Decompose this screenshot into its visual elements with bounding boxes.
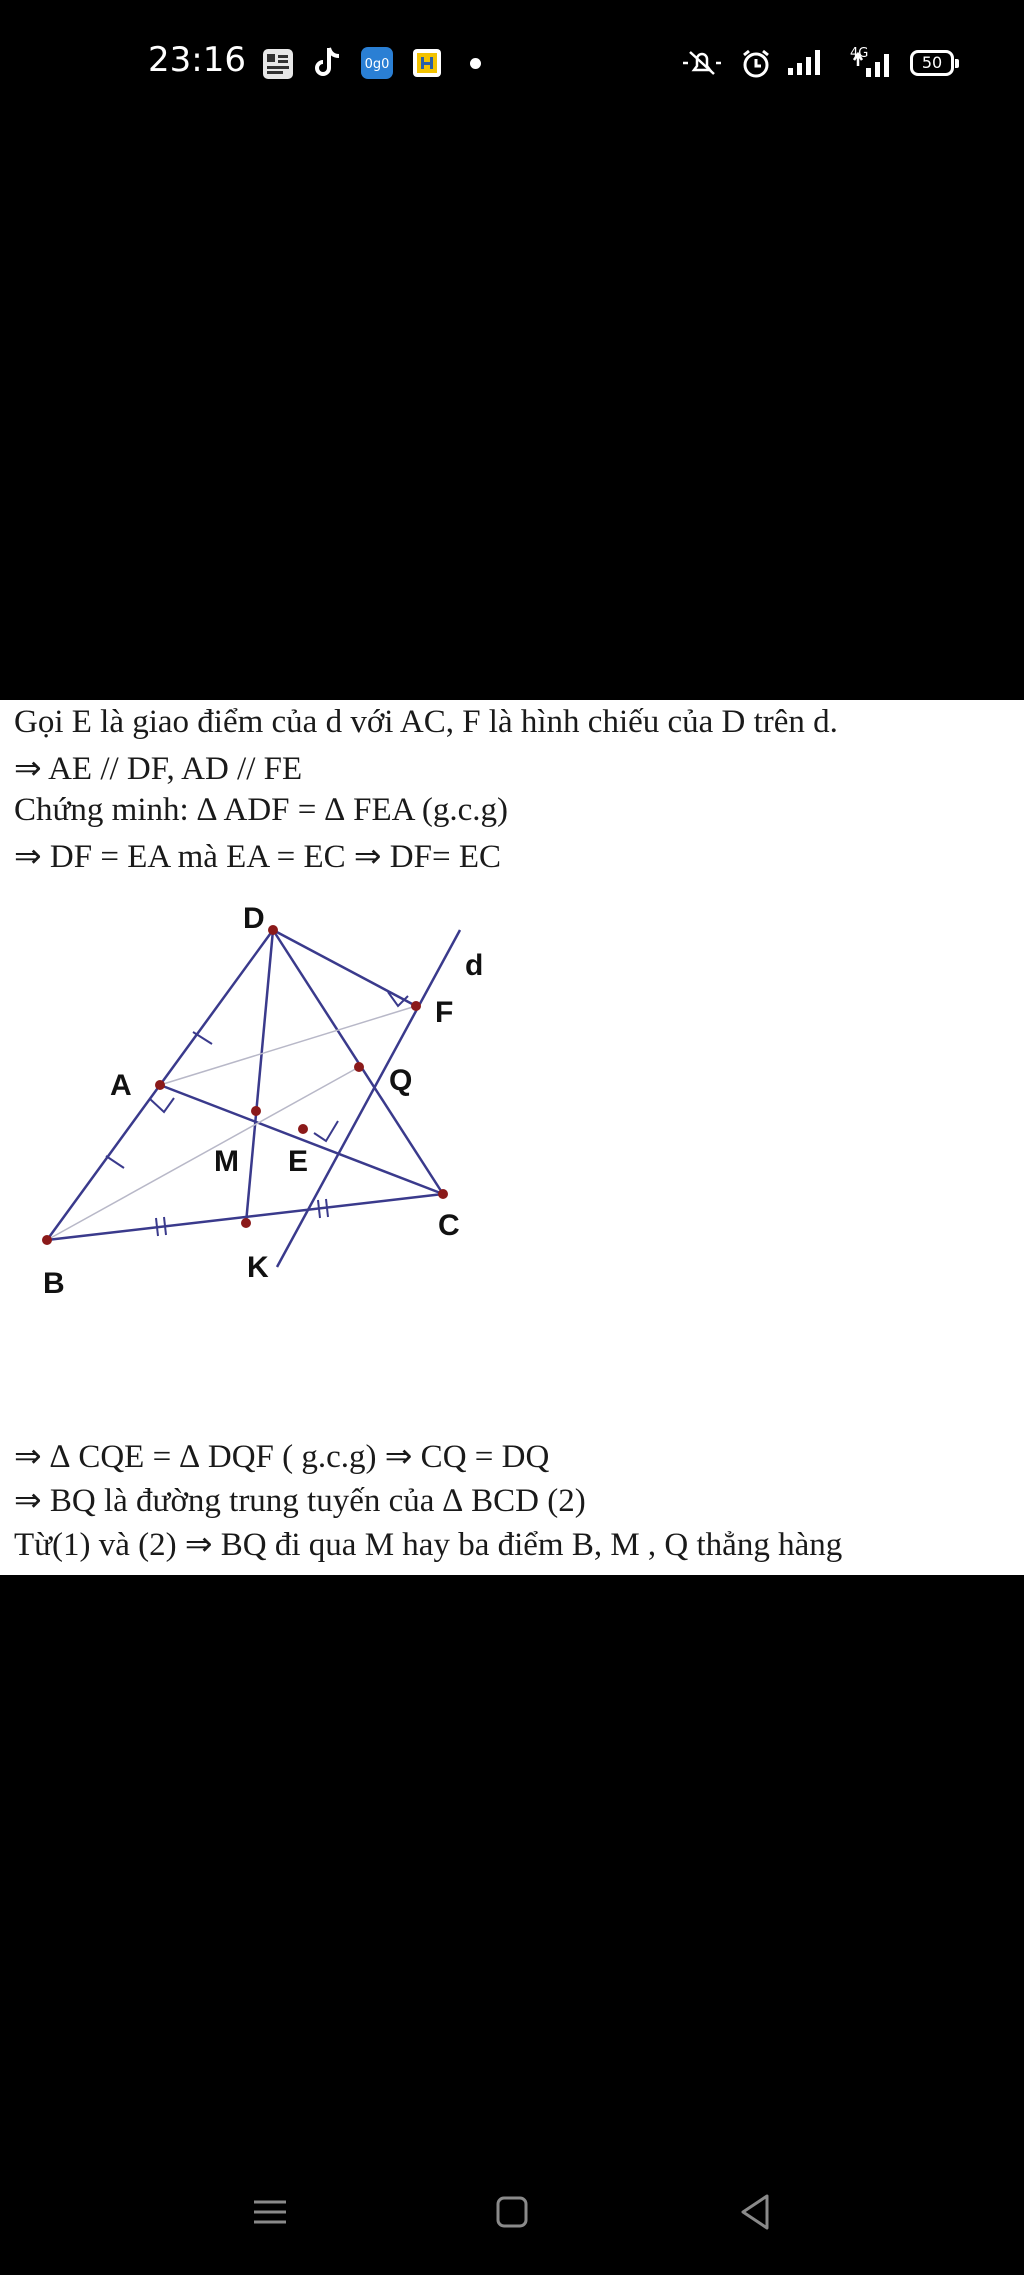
tick-bk-2 xyxy=(164,1217,166,1235)
right-angle-a xyxy=(150,1098,174,1112)
segment-dk xyxy=(246,930,273,1223)
label-line-d: d xyxy=(465,949,484,982)
qr-app-icon xyxy=(262,48,294,80)
point-k xyxy=(241,1218,251,1228)
tick-ab xyxy=(106,1156,124,1168)
label-b: B xyxy=(43,1267,65,1300)
navigation-bar xyxy=(0,2170,1024,2255)
text-line-4: ⇒ DF = EA mà EA = EC ⇒ DF= EC xyxy=(14,839,501,875)
notification-dot xyxy=(470,58,481,69)
point-f xyxy=(411,1001,421,1011)
chat-app-icon xyxy=(360,46,394,80)
home-icon[interactable] xyxy=(484,2184,540,2240)
tick-bk-1 xyxy=(156,1218,158,1236)
label-c: C xyxy=(438,1209,460,1242)
geometry-figure xyxy=(0,885,620,1425)
battery-icon: 50 xyxy=(910,50,954,76)
text-line-1: Gọi E là giao điểm của d với AC, F là hình chiếu của D trên d. xyxy=(14,704,838,740)
point-b xyxy=(42,1235,52,1245)
text-line-7: Từ(1) và (2) ⇒ BQ đi qua M hay ba điểm B, M , Q thẳng hàng xyxy=(14,1527,843,1563)
point-d xyxy=(268,925,278,935)
back-icon[interactable] xyxy=(727,2184,783,2240)
label-f: F xyxy=(435,996,454,1029)
point-m xyxy=(251,1106,261,1116)
signal-icon xyxy=(786,48,826,76)
menu-icon[interactable] xyxy=(242,2184,298,2240)
signal-4g-icon xyxy=(848,50,892,78)
tick-kc-1 xyxy=(318,1200,320,1218)
status-time: 23:16 xyxy=(148,40,246,80)
label-k: K xyxy=(247,1251,269,1284)
text-line-5: ⇒ ∆ CQE = ∆ DQF ( g.c.g) ⇒ CQ = DQ xyxy=(14,1439,550,1475)
alarm-icon xyxy=(740,48,772,80)
point-a xyxy=(155,1080,165,1090)
segment-af xyxy=(160,1006,416,1085)
label-q: Q xyxy=(389,1064,413,1097)
yellow-app-icon xyxy=(412,48,442,78)
label-e: E xyxy=(288,1145,309,1178)
content-image xyxy=(0,700,1024,1575)
segment-df xyxy=(273,930,416,1006)
label-m: M xyxy=(214,1145,239,1178)
mute-icon xyxy=(680,48,724,78)
right-angle-e xyxy=(314,1121,338,1141)
text-line-3: Chứng minh: ∆ ADF = ∆ FEA (g.c.g) xyxy=(14,792,508,828)
text-line-6: ⇒ BQ là đường trung tuyến của ∆ BCD (2) xyxy=(14,1483,586,1519)
point-q xyxy=(354,1062,364,1072)
point-e xyxy=(298,1124,308,1134)
label-a: A xyxy=(110,1069,132,1102)
point-c xyxy=(438,1189,448,1199)
status-bar xyxy=(0,0,1024,130)
segment-bc xyxy=(47,1194,443,1240)
svg-text:0g0: 0g0 xyxy=(364,57,390,72)
tick-kc-2 xyxy=(326,1199,328,1217)
tick-ad xyxy=(193,1032,212,1044)
text-line-2: ⇒ AE // DF, AD // FE xyxy=(14,751,303,787)
label-d: D xyxy=(243,902,265,935)
tiktok-icon xyxy=(312,46,342,80)
network-type: 4G xyxy=(850,46,869,61)
segment-bq xyxy=(47,1067,359,1240)
